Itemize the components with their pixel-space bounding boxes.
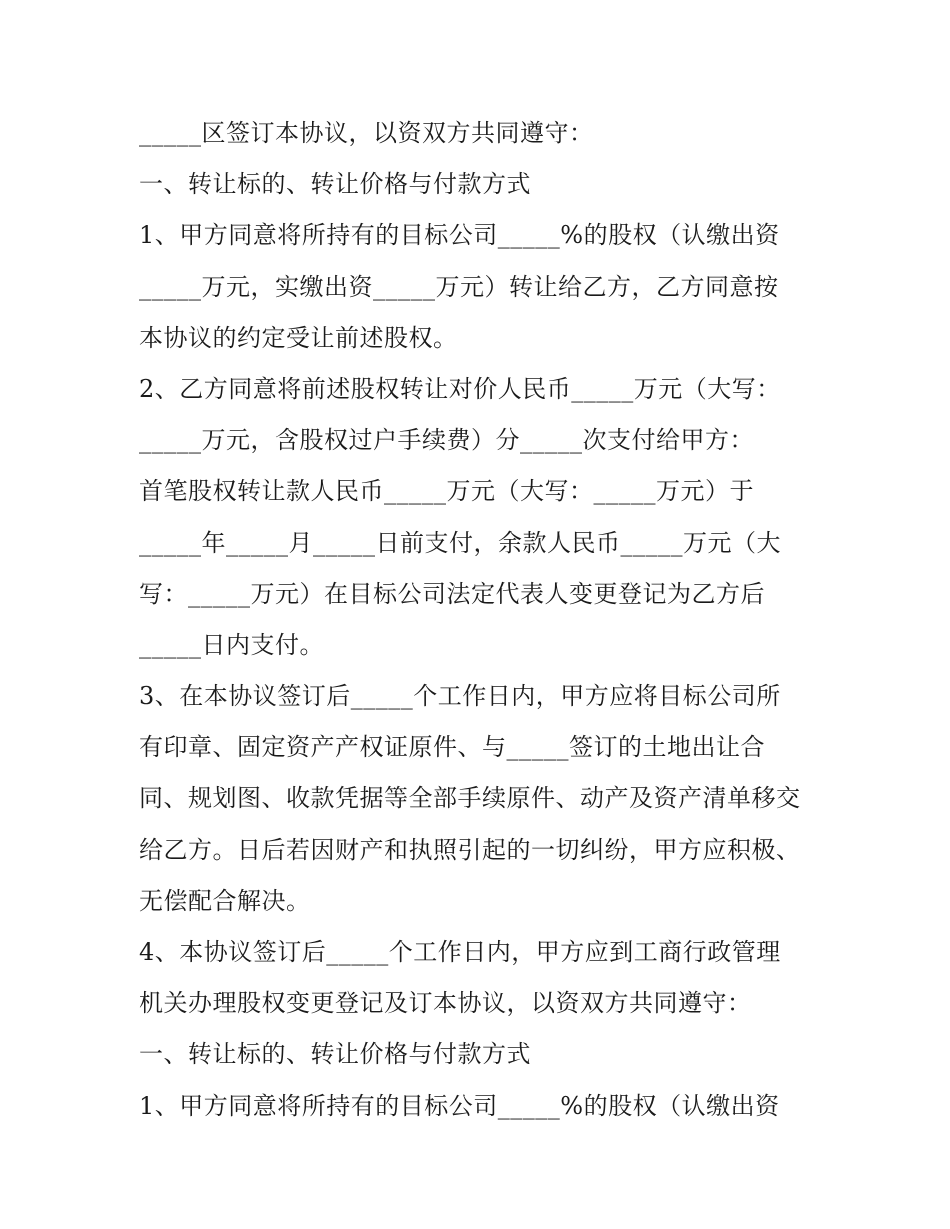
text-line: 写：_____万元）在目标公司法定代表人变更登记为乙方后	[139, 579, 765, 608]
section-heading: 一、转让标的、转让价格与付款方式	[139, 1040, 531, 1069]
text-line: 1、甲方同意将所持有的目标公司_____%的股权（认缴出资	[139, 221, 780, 250]
text-line: _____万元，实缴出资_____万元）转让给乙方，乙方同意按	[139, 272, 779, 301]
text-line: 3、在本协议签订后_____个工作日内，甲方应将目标公司所	[139, 682, 781, 711]
text-line: _____区签订本协议，以资双方共同遵守：	[139, 119, 594, 147]
text-line: 本协议的约定受让前述股权。	[139, 323, 458, 352]
text-line: 机关办理股权变更登记及订本协议，以资双方共同遵守：	[139, 989, 752, 1018]
text-line: 给乙方。日后若因财产和执照引起的一切纠纷，甲方应积极、	[139, 835, 801, 864]
text-line: 有印章、固定资产产权证原件、与_____签订的土地出让合	[139, 733, 765, 762]
text-line: 无偿配合解决。	[139, 886, 311, 915]
text-line: _____万元，含股权过户手续费）分_____次支付给甲方：	[139, 426, 754, 455]
text-line: _____年_____月_____日前支付，余款人民币_____万元（大	[139, 528, 781, 557]
text-line: _____日内支付。	[139, 630, 324, 659]
document-body	[139, 108, 829, 1132]
section-heading: 一、转让标的、转让价格与付款方式	[139, 170, 531, 199]
text-line: 1、甲方同意将所持有的目标公司_____%的股权（认缴出资	[139, 1091, 780, 1120]
text-line: 4、本协议签订后_____个工作日内，甲方应到工商行政管理	[139, 938, 781, 966]
text-line: 首笔股权转让款人民币_____万元（大写：_____万元）于	[139, 477, 754, 506]
text-line: 2、乙方同意将前述股权转让对价人民币_____万元（大写：	[139, 374, 781, 403]
text-line: 同、规划图、收款凭据等全部手续原件、动产及资产清单移交	[139, 784, 801, 813]
